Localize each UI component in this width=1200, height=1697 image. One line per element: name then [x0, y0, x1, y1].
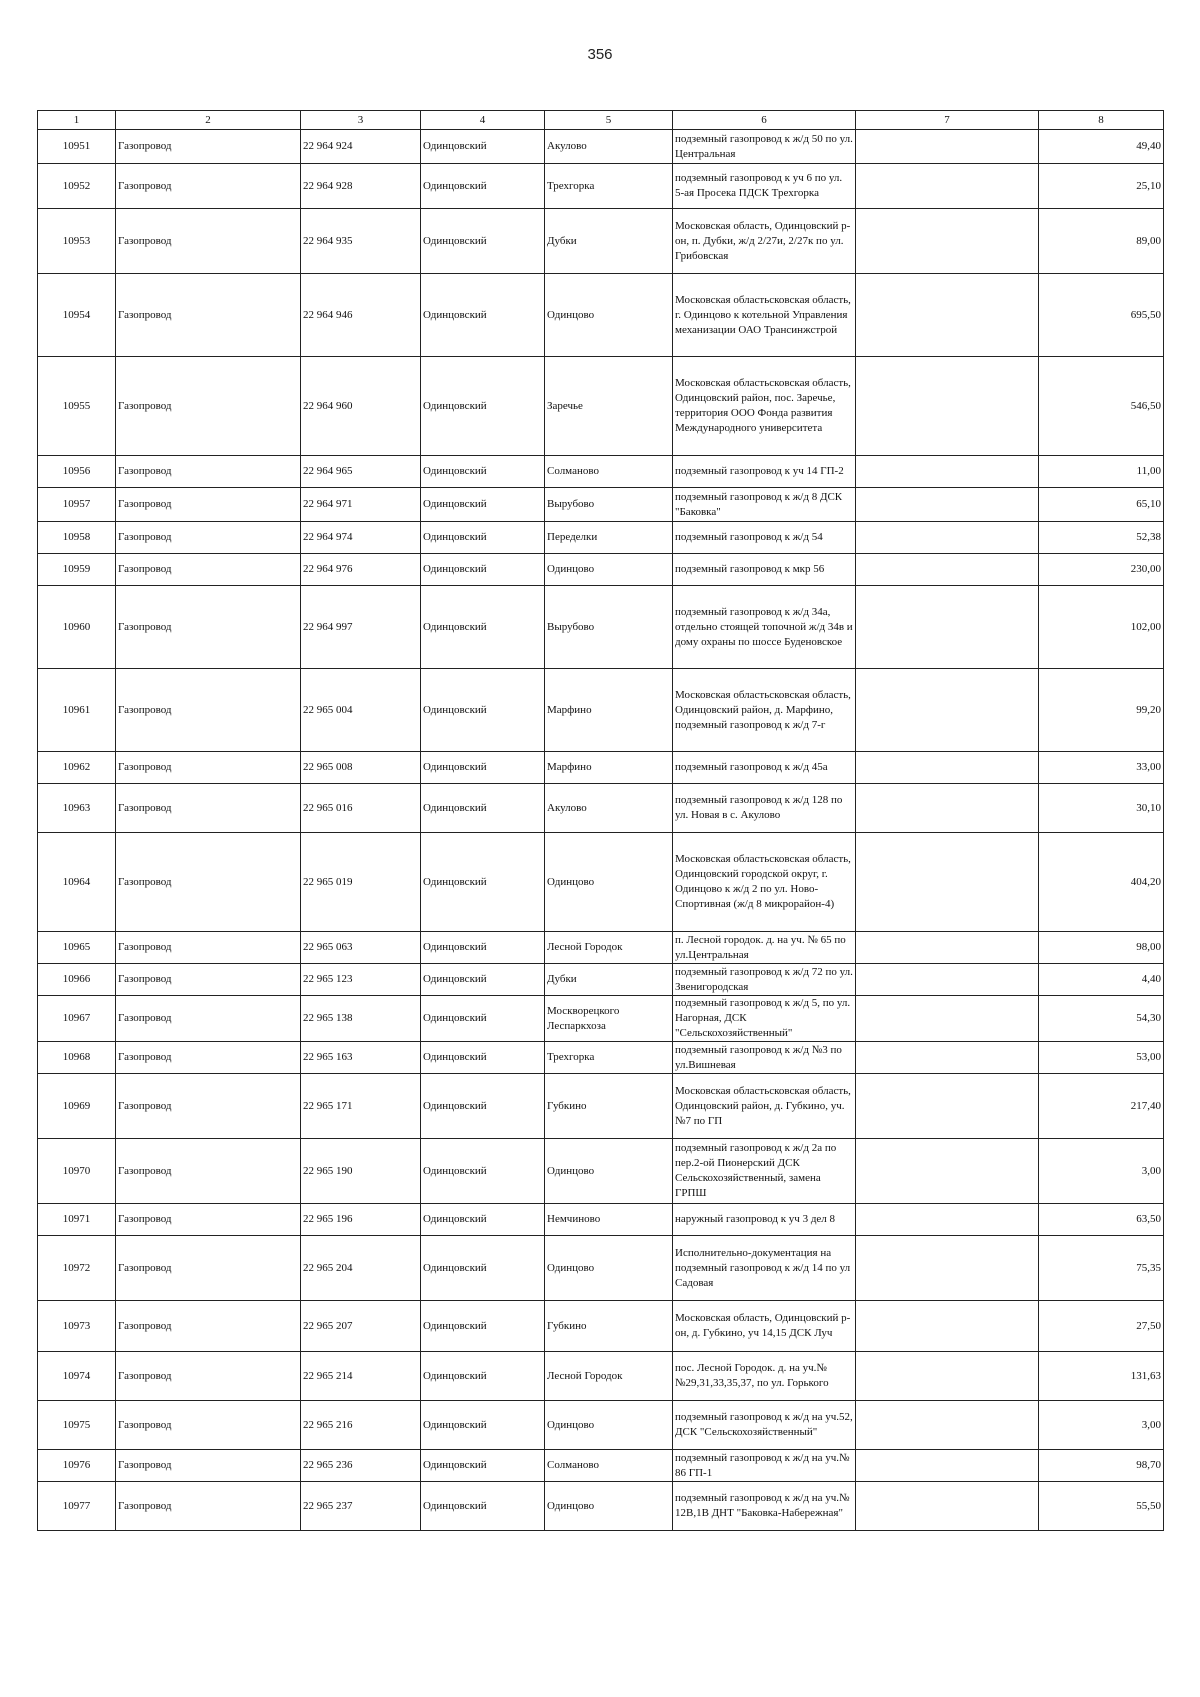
- table-row: [38, 554, 1164, 586]
- row-name: Газопровод: [116, 164, 301, 209]
- row-description: Московская областьсковская область, г. Одинцово к котельной Управления механизации ОАО Трансинжстрой: [673, 274, 856, 357]
- row-value: 54,30: [1039, 996, 1164, 1042]
- row-description: наружный газопровод к уч 3 дел 8: [673, 1204, 856, 1236]
- row-description: подземный газопровод к ж/д 72 по ул. Звенигородская: [673, 964, 856, 996]
- row-description: пос. Лесной Городок. д. на уч.№№29,31,33,35,37, по ул. Горького: [673, 1352, 856, 1401]
- row-locality: Дубки: [545, 209, 673, 274]
- row-code: 22 964 974: [301, 522, 421, 554]
- row-code: 22 964 960: [301, 357, 421, 456]
- row-name: Газопровод: [116, 1401, 301, 1450]
- header-col-2: 2: [116, 111, 301, 130]
- table-row: [38, 488, 1164, 522]
- table-row: [38, 130, 1164, 164]
- row-id: 10959: [38, 554, 116, 586]
- row-name: Газопровод: [116, 964, 301, 996]
- row-col7: [856, 1450, 1039, 1482]
- table-row: [38, 586, 1164, 669]
- row-value: 53,00: [1039, 1042, 1164, 1074]
- row-col7: [856, 357, 1039, 456]
- row-value: 33,00: [1039, 752, 1164, 784]
- row-description: подземный газопровод к ж/д на уч.№ 12В,1В ДНТ "Баковка-Набережная": [673, 1482, 856, 1531]
- row-code: 22 965 190: [301, 1139, 421, 1204]
- row-locality: Немчиново: [545, 1204, 673, 1236]
- row-name: Газопровод: [116, 833, 301, 932]
- row-description: подземный газопровод к ж/д 54: [673, 522, 856, 554]
- row-description: подземный газопровод к мкр 56: [673, 554, 856, 586]
- row-district: Одинцовский: [421, 669, 545, 752]
- header-col-8: 8: [1039, 111, 1164, 130]
- row-name: Газопровод: [116, 1204, 301, 1236]
- row-description: Московская областьсковская область, Одинцовский район, д. Губкино, уч.№7 по ГП: [673, 1074, 856, 1139]
- row-locality: Губкино: [545, 1301, 673, 1352]
- row-locality: Солманово: [545, 1450, 673, 1482]
- table-row: [38, 522, 1164, 554]
- header-col-1: 1: [38, 111, 116, 130]
- row-description: п. Лесной городок. д. на уч. № 65 по ул.Центральная: [673, 932, 856, 964]
- row-value: 102,00: [1039, 586, 1164, 669]
- table-body: [38, 130, 1164, 1531]
- row-district: Одинцовский: [421, 274, 545, 357]
- row-locality: Дубки: [545, 964, 673, 996]
- row-locality: Трехгорка: [545, 1042, 673, 1074]
- row-description: подземный газопровод к ж/д 2а по пер.2-ой Пионерский ДСК Сельскохозяйственный, замена ГРПШ: [673, 1139, 856, 1204]
- row-name: Газопровод: [116, 1301, 301, 1352]
- row-name: Газопровод: [116, 130, 301, 164]
- row-district: Одинцовский: [421, 996, 545, 1042]
- row-code: 22 965 004: [301, 669, 421, 752]
- row-code: 22 965 008: [301, 752, 421, 784]
- row-description: подземный газопровод к ж/д №3 по ул.Вишневая: [673, 1042, 856, 1074]
- row-col7: [856, 1236, 1039, 1301]
- row-description: подземный газопровод к ж/д 50 по ул. Центральная: [673, 130, 856, 164]
- row-name: Газопровод: [116, 1042, 301, 1074]
- row-id: 10968: [38, 1042, 116, 1074]
- row-name: Газопровод: [116, 996, 301, 1042]
- table-header-row: [38, 111, 1164, 130]
- row-locality: Одинцово: [545, 1482, 673, 1531]
- row-district: Одинцовский: [421, 1139, 545, 1204]
- row-code: 22 965 237: [301, 1482, 421, 1531]
- row-description: подземный газопровод к ж/д 45а: [673, 752, 856, 784]
- row-col7: [856, 554, 1039, 586]
- row-col7: [856, 1301, 1039, 1352]
- table-row: [38, 1139, 1164, 1204]
- row-code: 22 965 216: [301, 1401, 421, 1450]
- row-id: 10973: [38, 1301, 116, 1352]
- row-col7: [856, 932, 1039, 964]
- row-description: подземный газопровод к ж/д 128 по ул. Новая в с. Акулово: [673, 784, 856, 833]
- row-district: Одинцовский: [421, 1482, 545, 1531]
- row-district: Одинцовский: [421, 833, 545, 932]
- row-value: 75,35: [1039, 1236, 1164, 1301]
- row-col7: [856, 752, 1039, 784]
- row-id: 10958: [38, 522, 116, 554]
- row-id: 10960: [38, 586, 116, 669]
- row-value: 63,50: [1039, 1204, 1164, 1236]
- row-district: Одинцовский: [421, 1450, 545, 1482]
- table-row: [38, 1352, 1164, 1401]
- row-code: 22 964 976: [301, 554, 421, 586]
- row-value: 27,50: [1039, 1301, 1164, 1352]
- row-name: Газопровод: [116, 1074, 301, 1139]
- row-code: 22 965 016: [301, 784, 421, 833]
- row-description: Московская областьсковская область, Одинцовский городской округ, г. Одинцово к ж/д 2 по ул. Ново-Спортивная (ж/д 8 микрорайон-4): [673, 833, 856, 932]
- row-name: Газопровод: [116, 554, 301, 586]
- table-row: [38, 669, 1164, 752]
- row-code: 22 965 163: [301, 1042, 421, 1074]
- row-value: 546,50: [1039, 357, 1164, 456]
- row-locality: Лесной Городок: [545, 1352, 673, 1401]
- row-col7: [856, 522, 1039, 554]
- row-code: 22 965 171: [301, 1074, 421, 1139]
- row-district: Одинцовский: [421, 964, 545, 996]
- row-district: Одинцовский: [421, 932, 545, 964]
- row-col7: [856, 669, 1039, 752]
- table-row: [38, 274, 1164, 357]
- row-value: 49,40: [1039, 130, 1164, 164]
- row-id: 10962: [38, 752, 116, 784]
- row-locality: Губкино: [545, 1074, 673, 1139]
- table-row: [38, 1482, 1164, 1531]
- row-name: Газопровод: [116, 357, 301, 456]
- row-description: Московская областьсковская область, Одинцовский район, д. Марфино, подземный газопровод к ж/д 7-г: [673, 669, 856, 752]
- row-value: 3,00: [1039, 1139, 1164, 1204]
- row-id: 10970: [38, 1139, 116, 1204]
- row-name: Газопровод: [116, 1139, 301, 1204]
- row-district: Одинцовский: [421, 357, 545, 456]
- row-code: 22 964 935: [301, 209, 421, 274]
- row-col7: [856, 164, 1039, 209]
- header-col-7: 7: [856, 111, 1039, 130]
- row-id: 10953: [38, 209, 116, 274]
- row-id: 10972: [38, 1236, 116, 1301]
- row-col7: [856, 456, 1039, 488]
- row-name: Газопровод: [116, 932, 301, 964]
- row-district: Одинцовский: [421, 554, 545, 586]
- row-locality: Одинцово: [545, 1401, 673, 1450]
- row-id: 10964: [38, 833, 116, 932]
- row-description: подземный газопровод к уч 6 по ул. 5-ая Просека ПДСК Трехгорка: [673, 164, 856, 209]
- row-locality: Вырубово: [545, 586, 673, 669]
- table-row: [38, 752, 1164, 784]
- row-code: 22 965 204: [301, 1236, 421, 1301]
- row-locality: Лесной Городок: [545, 932, 673, 964]
- row-district: Одинцовский: [421, 522, 545, 554]
- row-code: 22 965 214: [301, 1352, 421, 1401]
- row-value: 695,50: [1039, 274, 1164, 357]
- row-code: 22 964 971: [301, 488, 421, 522]
- row-col7: [856, 1139, 1039, 1204]
- table-row: [38, 1301, 1164, 1352]
- row-district: Одинцовский: [421, 1401, 545, 1450]
- row-district: Одинцовский: [421, 456, 545, 488]
- row-locality: Акулово: [545, 784, 673, 833]
- row-id: 10967: [38, 996, 116, 1042]
- row-value: 30,10: [1039, 784, 1164, 833]
- row-code: 22 965 019: [301, 833, 421, 932]
- row-id: 10952: [38, 164, 116, 209]
- row-code: 22 965 123: [301, 964, 421, 996]
- row-col7: [856, 833, 1039, 932]
- row-district: Одинцовский: [421, 209, 545, 274]
- row-locality: Москворецкого Леспаркхоза: [545, 996, 673, 1042]
- row-code: 22 965 207: [301, 1301, 421, 1352]
- row-district: Одинцовский: [421, 130, 545, 164]
- row-col7: [856, 1482, 1039, 1531]
- row-value: 89,00: [1039, 209, 1164, 274]
- table-row: [38, 357, 1164, 456]
- row-locality: Одинцово: [545, 1236, 673, 1301]
- row-name: Газопровод: [116, 784, 301, 833]
- table-row: [38, 209, 1164, 274]
- row-col7: [856, 130, 1039, 164]
- row-value: 230,00: [1039, 554, 1164, 586]
- row-col7: [856, 1074, 1039, 1139]
- row-locality: Переделки: [545, 522, 673, 554]
- row-name: Газопровод: [116, 209, 301, 274]
- table-row: [38, 784, 1164, 833]
- row-col7: [856, 1352, 1039, 1401]
- row-locality: Марфино: [545, 669, 673, 752]
- row-description: подземный газопровод к уч 14 ГП-2: [673, 456, 856, 488]
- row-id: 10954: [38, 274, 116, 357]
- row-col7: [856, 1042, 1039, 1074]
- row-locality: Вырубово: [545, 488, 673, 522]
- row-description: подземный газопровод к ж/д 34а, отдельно стоящей топочной ж/д 34в и дому охраны по шоссе Буденовское: [673, 586, 856, 669]
- row-description: Исполнительно-документация на подземный газопровод к ж/д 14 по ул Садовая: [673, 1236, 856, 1301]
- row-name: Газопровод: [116, 1352, 301, 1401]
- table-row: [38, 456, 1164, 488]
- row-id: 10974: [38, 1352, 116, 1401]
- table-row: [38, 964, 1164, 996]
- row-description: подземный газопровод к ж/д на уч.52, ДСК "Сельскохозяйственный": [673, 1401, 856, 1450]
- row-id: 10969: [38, 1074, 116, 1139]
- row-value: 4,40: [1039, 964, 1164, 996]
- row-district: Одинцовский: [421, 488, 545, 522]
- row-value: 217,40: [1039, 1074, 1164, 1139]
- row-id: 10966: [38, 964, 116, 996]
- row-description: подземный газопровод к ж/д 5, по ул. Нагорная, ДСК "Сельскохозяйственный": [673, 996, 856, 1042]
- row-col7: [856, 1204, 1039, 1236]
- table-row: [38, 1074, 1164, 1139]
- table-row: [38, 1401, 1164, 1450]
- row-id: 10976: [38, 1450, 116, 1482]
- row-locality: Акулово: [545, 130, 673, 164]
- header-col-6: 6: [673, 111, 856, 130]
- row-district: Одинцовский: [421, 164, 545, 209]
- row-value: 3,00: [1039, 1401, 1164, 1450]
- row-id: 10977: [38, 1482, 116, 1531]
- gas-pipeline-registry-table: [37, 110, 1164, 1531]
- row-col7: [856, 996, 1039, 1042]
- row-id: 10971: [38, 1204, 116, 1236]
- row-value: 131,63: [1039, 1352, 1164, 1401]
- row-code: 22 965 236: [301, 1450, 421, 1482]
- row-description: подземный газопровод к ж/д на уч.№ 86 ГП-1: [673, 1450, 856, 1482]
- row-code: 22 964 946: [301, 274, 421, 357]
- row-id: 10951: [38, 130, 116, 164]
- row-locality: Одинцово: [545, 833, 673, 932]
- row-id: 10975: [38, 1401, 116, 1450]
- row-district: Одинцовский: [421, 1352, 545, 1401]
- row-locality: Заречье: [545, 357, 673, 456]
- row-name: Газопровод: [116, 752, 301, 784]
- row-col7: [856, 1401, 1039, 1450]
- row-district: Одинцовский: [421, 1042, 545, 1074]
- table-row: [38, 1450, 1164, 1482]
- row-col7: [856, 274, 1039, 357]
- row-id: 10956: [38, 456, 116, 488]
- header-col-5: 5: [545, 111, 673, 130]
- row-code: 22 964 924: [301, 130, 421, 164]
- row-locality: Марфино: [545, 752, 673, 784]
- row-id: 10965: [38, 932, 116, 964]
- row-id: 10961: [38, 669, 116, 752]
- row-name: Газопровод: [116, 488, 301, 522]
- row-code: 22 964 965: [301, 456, 421, 488]
- row-district: Одинцовский: [421, 1236, 545, 1301]
- row-name: Газопровод: [116, 1482, 301, 1531]
- row-value: 98,00: [1039, 932, 1164, 964]
- row-col7: [856, 488, 1039, 522]
- table-row: [38, 932, 1164, 964]
- row-name: Газопровод: [116, 456, 301, 488]
- table-row: [38, 996, 1164, 1042]
- row-col7: [856, 209, 1039, 274]
- row-id: 10957: [38, 488, 116, 522]
- row-name: Газопровод: [116, 586, 301, 669]
- row-locality: Одинцово: [545, 1139, 673, 1204]
- header-col-4: 4: [421, 111, 545, 130]
- row-code: 22 965 138: [301, 996, 421, 1042]
- row-value: 404,20: [1039, 833, 1164, 932]
- row-value: 55,50: [1039, 1482, 1164, 1531]
- row-value: 25,10: [1039, 164, 1164, 209]
- row-district: Одинцовский: [421, 1074, 545, 1139]
- table-row: [38, 833, 1164, 932]
- table-row: [38, 1204, 1164, 1236]
- row-description: подземный газопровод к ж/д 8 ДСК "Баковка": [673, 488, 856, 522]
- row-description: Московская область, Одинцовский р-он, п. Дубки, ж/д 2/27и, 2/27к по ул. Грибовская: [673, 209, 856, 274]
- row-name: Газопровод: [116, 274, 301, 357]
- row-code: 22 965 196: [301, 1204, 421, 1236]
- row-locality: Солманово: [545, 456, 673, 488]
- row-district: Одинцовский: [421, 784, 545, 833]
- row-district: Одинцовский: [421, 586, 545, 669]
- row-value: 99,20: [1039, 669, 1164, 752]
- row-name: Газопровод: [116, 522, 301, 554]
- row-value: 98,70: [1039, 1450, 1164, 1482]
- row-name: Газопровод: [116, 1236, 301, 1301]
- row-id: 10955: [38, 357, 116, 456]
- row-code: 22 965 063: [301, 932, 421, 964]
- row-locality: Трехгорка: [545, 164, 673, 209]
- row-name: Газопровод: [116, 669, 301, 752]
- row-description: Московская областьсковская область, Одинцовский район, пос. Заречье, территория ООО Фонда развития Международного университета: [673, 357, 856, 456]
- table-row: [38, 1042, 1164, 1074]
- row-district: Одинцовский: [421, 752, 545, 784]
- table-row: [38, 164, 1164, 209]
- table-row: [38, 1236, 1164, 1301]
- row-district: Одинцовский: [421, 1204, 545, 1236]
- row-locality: Одинцово: [545, 274, 673, 357]
- row-code: 22 964 997: [301, 586, 421, 669]
- header-col-3: 3: [301, 111, 421, 130]
- row-locality: Одинцово: [545, 554, 673, 586]
- row-col7: [856, 784, 1039, 833]
- row-name: Газопровод: [116, 1450, 301, 1482]
- row-col7: [856, 964, 1039, 996]
- row-code: 22 964 928: [301, 164, 421, 209]
- row-id: 10963: [38, 784, 116, 833]
- row-value: 52,38: [1039, 522, 1164, 554]
- row-col7: [856, 586, 1039, 669]
- row-value: 11,00: [1039, 456, 1164, 488]
- page-number: 356: [587, 46, 613, 63]
- row-district: Одинцовский: [421, 1301, 545, 1352]
- row-value: 65,10: [1039, 488, 1164, 522]
- row-description: Московская область, Одинцовский р-он, д. Губкино, уч 14,15 ДСК Луч: [673, 1301, 856, 1352]
